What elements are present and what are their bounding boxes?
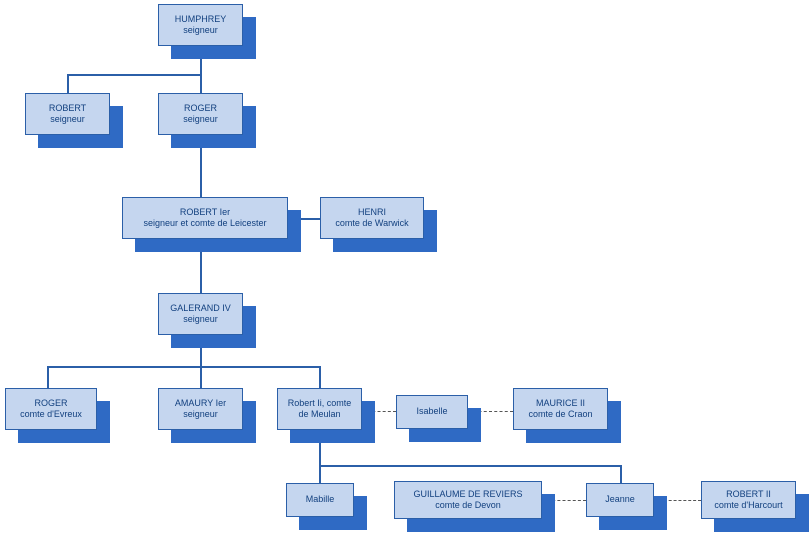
connector-line xyxy=(200,74,202,93)
node-subtitle: seigneur xyxy=(183,409,218,419)
node-title: ROGER xyxy=(34,397,68,408)
node-title: Jeanne xyxy=(605,494,635,505)
node-title: GUILLAUME DE REVIERS xyxy=(413,488,523,499)
node-subtitle: comte d'Evreux xyxy=(20,409,82,419)
node-robertii[interactable] xyxy=(277,388,362,430)
node-subtitle: comte de Craon xyxy=(528,409,593,419)
node-robert[interactable] xyxy=(25,93,110,135)
node-henri[interactable] xyxy=(320,197,424,239)
node-robertii2[interactable] xyxy=(701,481,796,519)
node-title: Robert Ii, comte xyxy=(287,397,352,408)
node-subtitle: seigneur xyxy=(183,25,218,35)
node-title: Mabille xyxy=(305,494,335,505)
connector-line xyxy=(319,465,321,483)
node-roger2[interactable] xyxy=(5,388,97,430)
connector-line xyxy=(47,366,49,388)
node-title: ROGER xyxy=(183,102,217,113)
node-isabelle[interactable] xyxy=(396,395,468,429)
node-subtitle: comte d'Harcourt xyxy=(714,500,783,510)
connector-line xyxy=(67,74,201,76)
node-galerand[interactable] xyxy=(158,293,243,335)
node-mabille[interactable] xyxy=(286,483,354,517)
node-title: ROBERT Ier xyxy=(179,206,231,217)
node-title: MAURICE II xyxy=(535,397,585,408)
node-subtitle: comte de Warwick xyxy=(335,218,409,228)
node-jeanne[interactable] xyxy=(586,483,654,517)
node-humphrey[interactable] xyxy=(158,4,243,46)
node-title: HUMPHREY xyxy=(174,13,227,24)
connector-line xyxy=(67,74,69,93)
connector-line xyxy=(319,366,321,388)
node-subtitle: seigneur xyxy=(183,114,218,124)
node-title: HENRI xyxy=(357,206,386,217)
connector-line xyxy=(47,366,320,368)
node-title: ROBERT xyxy=(48,102,87,113)
node-title: AMAURY Ier xyxy=(174,397,227,408)
node-subtitle: de Meulan xyxy=(298,409,341,419)
connector-line xyxy=(620,465,622,483)
connector-line xyxy=(200,366,202,388)
node-roger[interactable] xyxy=(158,93,243,135)
node-title: ROBERT II xyxy=(726,488,771,499)
node-title: GALERAND IV xyxy=(170,302,231,313)
node-subtitle: seigneur xyxy=(183,314,218,324)
node-subtitle: seigneur et comte de Leicester xyxy=(143,218,267,228)
node-robert1er[interactable] xyxy=(122,197,288,239)
node-amaury[interactable] xyxy=(158,388,243,430)
connector-line xyxy=(319,465,620,467)
node-title: Isabelle xyxy=(416,406,448,417)
node-maurice[interactable] xyxy=(513,388,608,430)
node-guillaume[interactable] xyxy=(394,481,542,519)
node-subtitle: seigneur xyxy=(50,114,85,124)
node-subtitle: comte de Devon xyxy=(435,500,501,510)
